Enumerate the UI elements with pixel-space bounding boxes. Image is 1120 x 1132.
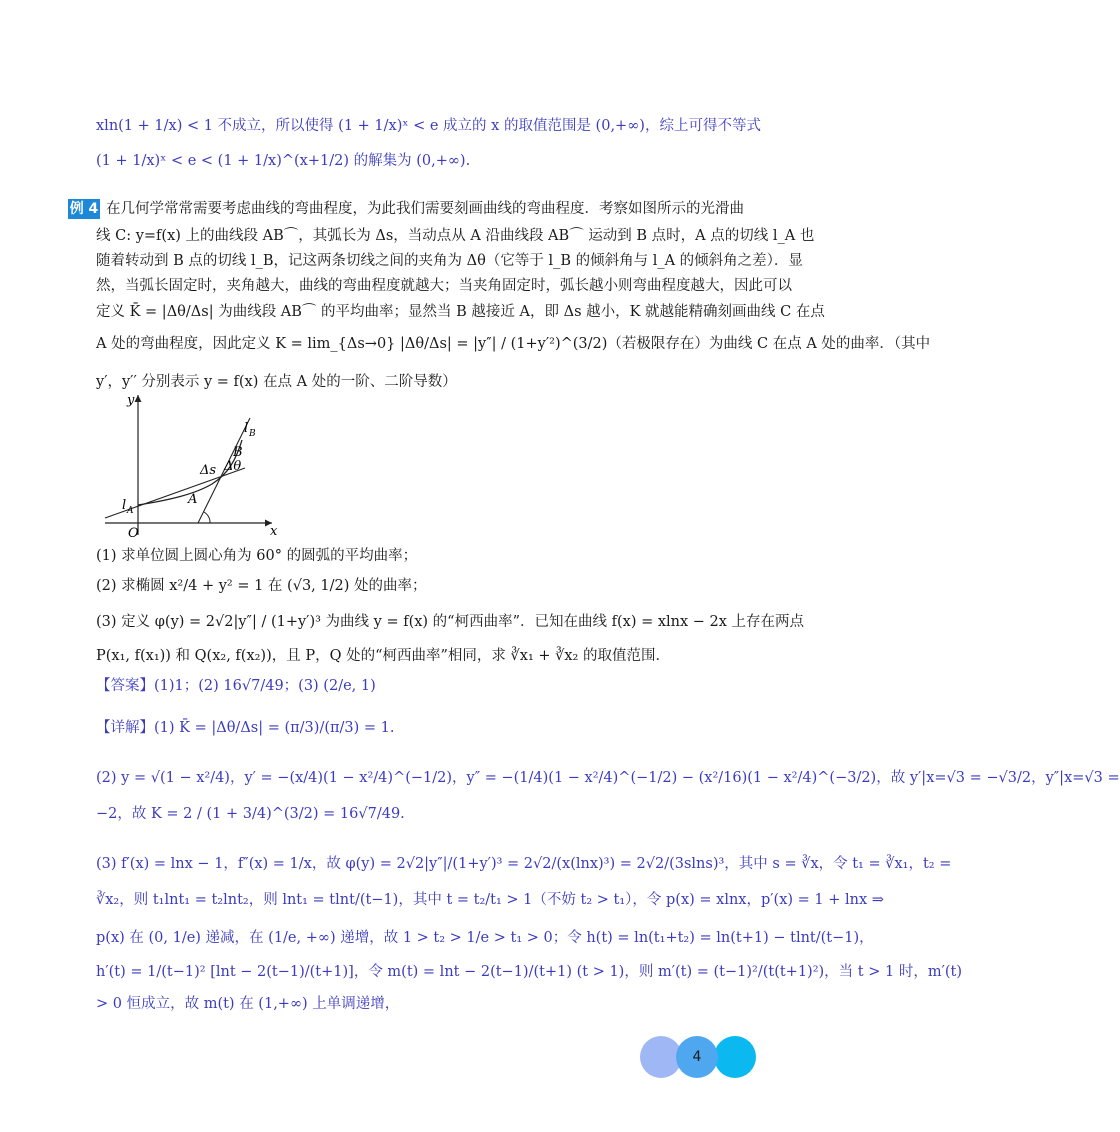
solution-part-3-line-1: (3) f′(x) = lnx − 1，f″(x) = 1/x，故 φ(y) = 2√2|y″|/(1+y′)³ = 2√2/(x(lnx)³) = 2√2/(3slns)³，其中 s = ∛x，令 t₁ = ∛x₁，t₂ =	[96, 856, 952, 872]
label-lB: l	[244, 421, 249, 436]
example-text-line-2: 线 C: y=f(x) 上的曲线段 AB⌒，其弧长为 Δs，当动点从 A 沿曲线段 AB⌒ 运动到 B 点时，A 点的切线 l_A 也	[96, 228, 815, 244]
solution-part-2-line-2: −2，故 K = 2 / (1 + 3/4)^(3/2) = 16√7/49.	[96, 806, 405, 822]
label-lA: l	[122, 498, 127, 513]
example-text-line-5: 定义 K̄ = |Δθ/Δs| 为曲线段 AB⌒ 的平均曲率；显然当 B 越接近 A，即 Δs 越小，K 就越能精确刻画曲线 C 在点	[96, 304, 825, 320]
label-lA-sub: A	[127, 506, 134, 516]
continuation-line-2: (1 + 1/x)ˣ < e < (1 + 1/x)^(x+1/2) 的解集为 (0,+∞).	[96, 153, 471, 169]
page-number: 4	[692, 1049, 702, 1065]
solution-part-3-line-5: > 0 恒成立，故 m(t) 在 (1,+∞) 上单调递增，	[96, 996, 400, 1012]
question-1: (1) 求单位圆上圆心角为 60° 的圆弧的平均曲率；	[96, 548, 418, 564]
label-point-A: A	[188, 492, 198, 507]
label-delta-s: Δs	[200, 463, 217, 478]
label-delta-theta: Δθ	[224, 459, 242, 474]
example-badge: 例 4	[69, 201, 99, 217]
example-text-line-1: 在几何学常常需要考虑曲线的弯曲程度，为此我们需要刻画曲线的弯曲程度．考察如图所示的光滑曲	[106, 201, 744, 217]
question-3-line-2: P(x₁, f(x₁)) 和 Q(x₂, f(x₂))，且 P，Q 处的“柯西曲率”相同，求 ∛x₁ + ∛x₂ 的取值范围．	[96, 648, 670, 664]
label-origin: O	[128, 526, 139, 541]
label-y: y	[127, 393, 135, 408]
example-text-line-4: 然，当弧长固定时，夹角越大，曲线的弯曲程度就越大；当夹角固定时，弧长越小则弯曲程度越大，因此可以	[96, 278, 792, 294]
solution-part-2-line-1: (2) y = √(1 − x²/4)，y′ = −(x/4)(1 − x²/4)^(−1/2)，y″ = −(1/4)(1 − x²/4)^(−1/2) − (x²/16)(1 − x²/4)^(−3/2)，故 y′|x=√3 = −√3/2，y″|x=√3 =	[96, 770, 1120, 786]
page-number-badge	[640, 1036, 760, 1078]
solution-part-3-line-3: p(x) 在 (0, 1/e) 递减，在 (1/e, +∞) 递增，故 1 > t₂ > 1/e > t₁ > 0；令 h(t) = ln(t₁+t₂) = ln(t+1) − tlnt/(t−1)，	[96, 930, 874, 946]
angle-arc	[204, 512, 210, 523]
decor-circle-right	[714, 1036, 756, 1078]
label-lB-sub: B	[249, 429, 256, 439]
example-text-line-7: y′，y′′ 分别表示 y = f(x) 在点 A 处的一阶、二阶导数）	[96, 374, 457, 390]
answer-line: 【答案】(1)1；(2) 16√7/49；(3) (2/e, 1)	[96, 678, 376, 694]
example-text-line-3: 随着转动到 B 点的切线 l_B，记这两条切线之间的夹角为 Δθ（它等于 l_B 的倾斜角与 l_A 的倾斜角之差）．显	[96, 253, 803, 269]
solution-part-3-line-4: h′(t) = 1/(t−1)² [lnt − 2(t−1)/(t+1)]，令 m(t) = lnt − 2(t−1)/(t+1) (t > 1)，则 m′(t) = (t−1)²/(t(t+1)²)，当 t > 1 时，m′(t)	[96, 964, 962, 980]
solution-part-3-line-2: ∛x₂，则 t₁lnt₁ = t₂lnt₂，则 lnt₁ = tlnt/(t−1)，其中 t = t₂/t₁ > 1（不妨 t₂ > t₁），令 p(x) = xlnx，p′(x) = 1 + lnx ⇒	[96, 892, 884, 908]
label-x: x	[270, 524, 278, 539]
continuation-line-1: xln(1 + 1/x) < 1 不成立，所以使得 (1 + 1/x)ˣ < e 成立的 x 的取值范围是 (0,+∞)，综上可得不等式	[96, 118, 761, 134]
curvature-figure	[100, 390, 290, 540]
example-text-line-6: A 处的弯曲程度，因此定义 K = lim_{Δs→0} |Δθ/Δs| = |y″| / (1+y′²)^(3/2)（若极限存在）为曲线 C 在点 A 处的曲率．（其中	[96, 336, 931, 352]
question-2: (2) 求椭圆 x²/4 + y² = 1 在 (√3, 1/2) 处的曲率；	[96, 578, 427, 594]
solution-part-1: 【详解】(1) K̄ = |Δθ/Δs| = (π/3)/(π/3) = 1.	[96, 720, 395, 736]
label-point-B: B	[233, 445, 243, 460]
question-3-line-1: (3) 定义 φ(y) = 2√2|y″| / (1+y′)³ 为曲线 y = f(x) 的“柯西曲率”．已知在曲线 f(x) = xlnx − 2x 上存在两点	[96, 614, 805, 630]
